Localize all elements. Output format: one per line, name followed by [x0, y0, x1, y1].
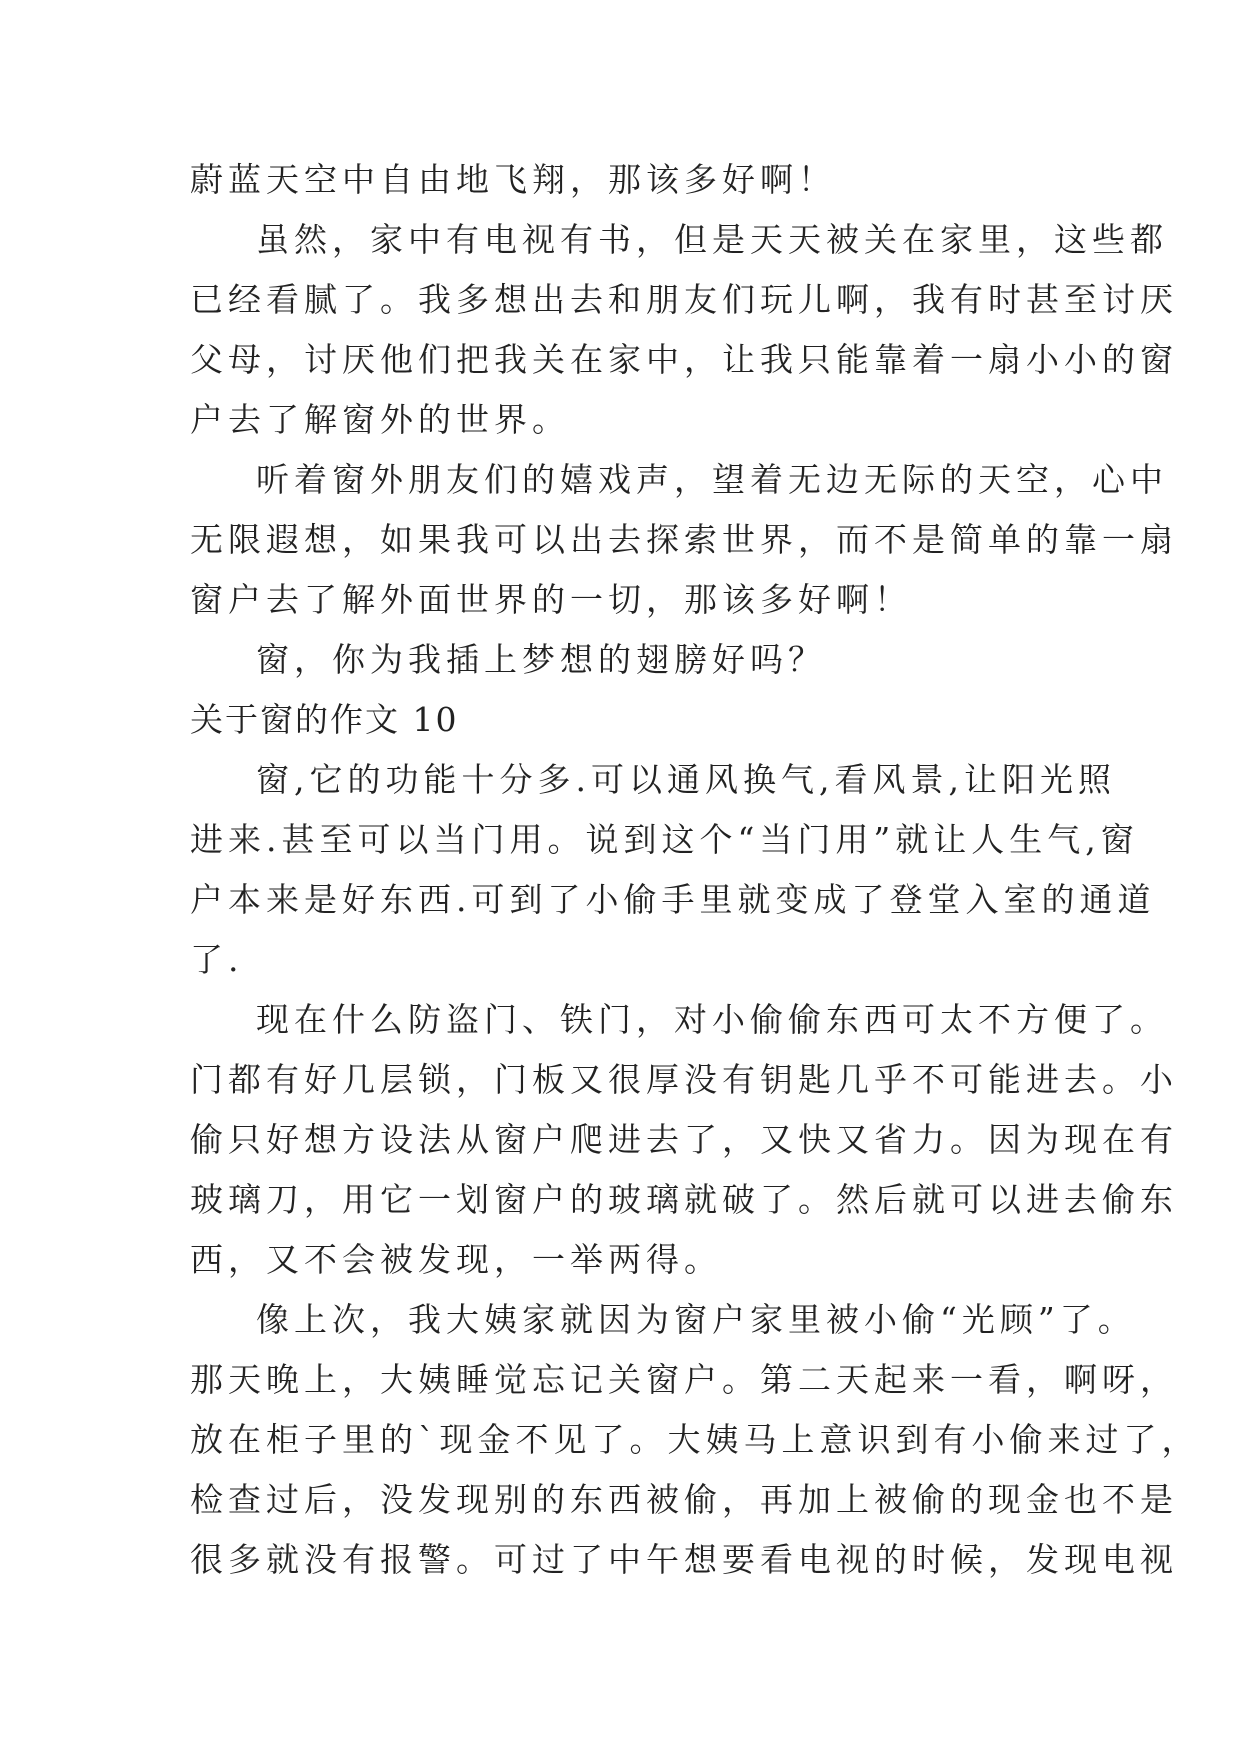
text-line: 蔚蓝天空中自由地飞翔，那该多好啊！	[190, 160, 836, 199]
text-line: 西，又不会被发现，一举两得。	[190, 1240, 722, 1279]
paragraph-first-line: 窗,它的功能十分多.可以通风换气,看风景,让阳光照	[256, 760, 1116, 799]
text-line: 窗户去了解外面世界的一切，那该多好啊！	[190, 580, 912, 619]
paragraph-first-line: 像上次，我大姨家就因为窗户家里被小偷“光顾”了。	[256, 1300, 1136, 1339]
text-line: 偷只好想方设法从窗户爬进去了，又快又省力。因为现在有	[190, 1120, 1178, 1159]
paragraph-first-line: 听着窗外朋友们的嬉戏声，望着无边无际的天空，心中	[256, 460, 1168, 499]
paragraph-first-line: 窗，你为我插上梦想的翅膀好吗？	[256, 640, 826, 679]
text-line: 门都有好几层锁，门板又很厚没有钥匙几乎不可能进去。小	[190, 1060, 1178, 1099]
text-line: 那天晚上，大姨睡觉忘记关窗户。第二天起来一看，啊呀，	[190, 1360, 1178, 1399]
paragraph-first-line: 现在什么防盗门、铁门，对小偷偷东西可太不方便了。	[256, 1000, 1168, 1039]
text-line: 很多就没有报警。可过了中午想要看电视的时候，发现电视	[190, 1540, 1178, 1579]
paragraph-first-line: 虽然，家中有电视有书，但是天天被关在家里，这些都	[256, 220, 1168, 259]
text-line: 父母，讨厌他们把我关在家中，让我只能靠着一扇小小的窗	[190, 340, 1178, 379]
text-line: 检查过后，没发现别的东西被偷，再加上被偷的现金也不是	[190, 1480, 1178, 1519]
text-line: 无限遐想，如果我可以出去探索世界，而不是简单的靠一扇	[190, 520, 1178, 559]
text-line: 了.	[190, 940, 244, 979]
text-line: 户去了解窗外的世界。	[190, 400, 570, 439]
text-line: 户本来是好东西.可到了小偷手里就变成了登堂入室的通道	[190, 880, 1156, 919]
text-line: 已经看腻了。我多想出去和朋友们玩儿啊，我有时甚至讨厌	[190, 280, 1178, 319]
text-line: 放在柜子里的`现金不见了。大姨马上意识到有小偷来过了，	[190, 1420, 1200, 1459]
section-title: 关于窗的作文 10	[190, 700, 459, 739]
body-text	[190, 150, 1200, 1590]
text-line: 玻璃刀，用它一划窗户的玻璃就破了。然后就可以进去偷东	[190, 1180, 1178, 1219]
text-line: 进来.甚至可以当门用。说到这个“当门用”就让人生气,窗	[190, 820, 1139, 859]
